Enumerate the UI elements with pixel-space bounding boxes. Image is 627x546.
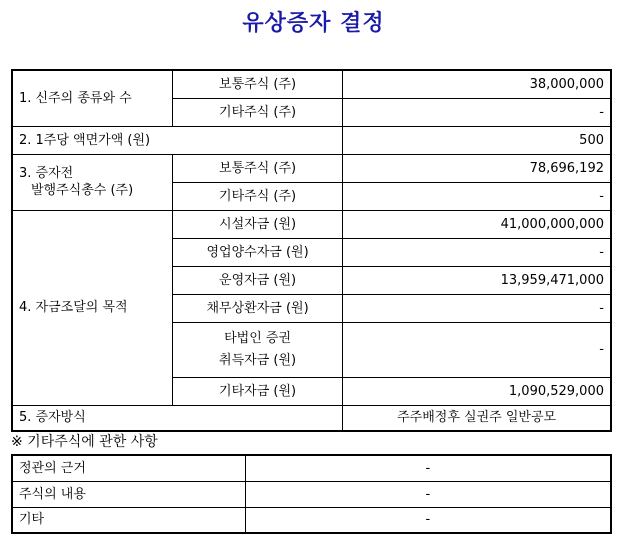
other-fund-label: 기타자금 (원): [172, 377, 342, 405]
capital-increase-table: [11, 69, 612, 432]
par-value-label: 2. 1주당 액면가액 (원): [12, 126, 343, 154]
etc-value: -: [245, 507, 611, 533]
table-row: [12, 405, 611, 431]
pre-issue-shares-label: [12, 154, 172, 210]
offering-method-value: 주주배정후 실권주 일반공모: [343, 405, 611, 431]
share-content-label: 주식의 내용: [12, 481, 245, 507]
debt-repayment-fund-value: -: [343, 294, 611, 322]
other-shares-note: ※ 기타주식에 관한 사항: [11, 434, 158, 450]
table-row: [12, 481, 611, 507]
pre-issue-label-line2: 발행주식총수 (주): [31, 183, 134, 198]
table-row: [12, 126, 611, 154]
common-shares-label: 보통주식 (주): [172, 154, 342, 182]
new-common-shares-value: 38,000,000: [343, 70, 611, 98]
securities-fund-label-line1: 타법인 증권: [224, 331, 292, 346]
page-title: 유상증자 결정: [242, 10, 385, 36]
new-shares-label: 1. 신주의 종류와 수: [12, 70, 172, 126]
table-row: [12, 455, 611, 481]
pre-common-shares-value: 78,696,192: [343, 154, 611, 182]
table-row: [12, 154, 611, 182]
articles-basis-value: -: [245, 455, 611, 481]
pre-other-shares-value: -: [343, 182, 611, 210]
etc-label: 기타: [12, 507, 245, 533]
facility-fund-value: 41,000,000,000: [343, 210, 611, 238]
debt-repayment-fund-label: 채무상환자금 (원): [172, 294, 342, 322]
operating-fund-label: 운영자금 (원): [172, 266, 342, 294]
table-row: [12, 210, 611, 238]
facility-fund-label: 시설자금 (원): [172, 210, 342, 238]
par-value-value: 500: [343, 126, 611, 154]
business-acquisition-fund-value: -: [343, 238, 611, 266]
securities-fund-label-line2: 취득자금 (원): [219, 353, 297, 368]
operating-fund-value: 13,959,471,000: [343, 266, 611, 294]
other-fund-value: 1,090,529,000: [343, 377, 611, 405]
other-shares-label: 기타주식 (주): [172, 98, 342, 126]
other-shares-label: 기타주식 (주): [172, 182, 342, 210]
securities-acquisition-fund-value: -: [343, 322, 611, 377]
share-content-value: -: [245, 481, 611, 507]
articles-basis-label: 정관의 근거: [12, 455, 245, 481]
fund-purpose-label: 4. 자금조달의 목적: [12, 210, 172, 405]
business-acquisition-fund-label: 영업양수자금 (원): [172, 238, 342, 266]
table-row: [12, 507, 611, 533]
common-shares-label: 보통주식 (주): [172, 70, 342, 98]
offering-method-label: 5. 증자방식: [12, 405, 343, 431]
pre-issue-label-line1: 3. 증자전: [19, 166, 74, 181]
securities-acquisition-fund-label: [172, 322, 342, 377]
table-row: [12, 70, 611, 98]
new-other-shares-value: -: [343, 98, 611, 126]
other-shares-table: [11, 454, 612, 534]
